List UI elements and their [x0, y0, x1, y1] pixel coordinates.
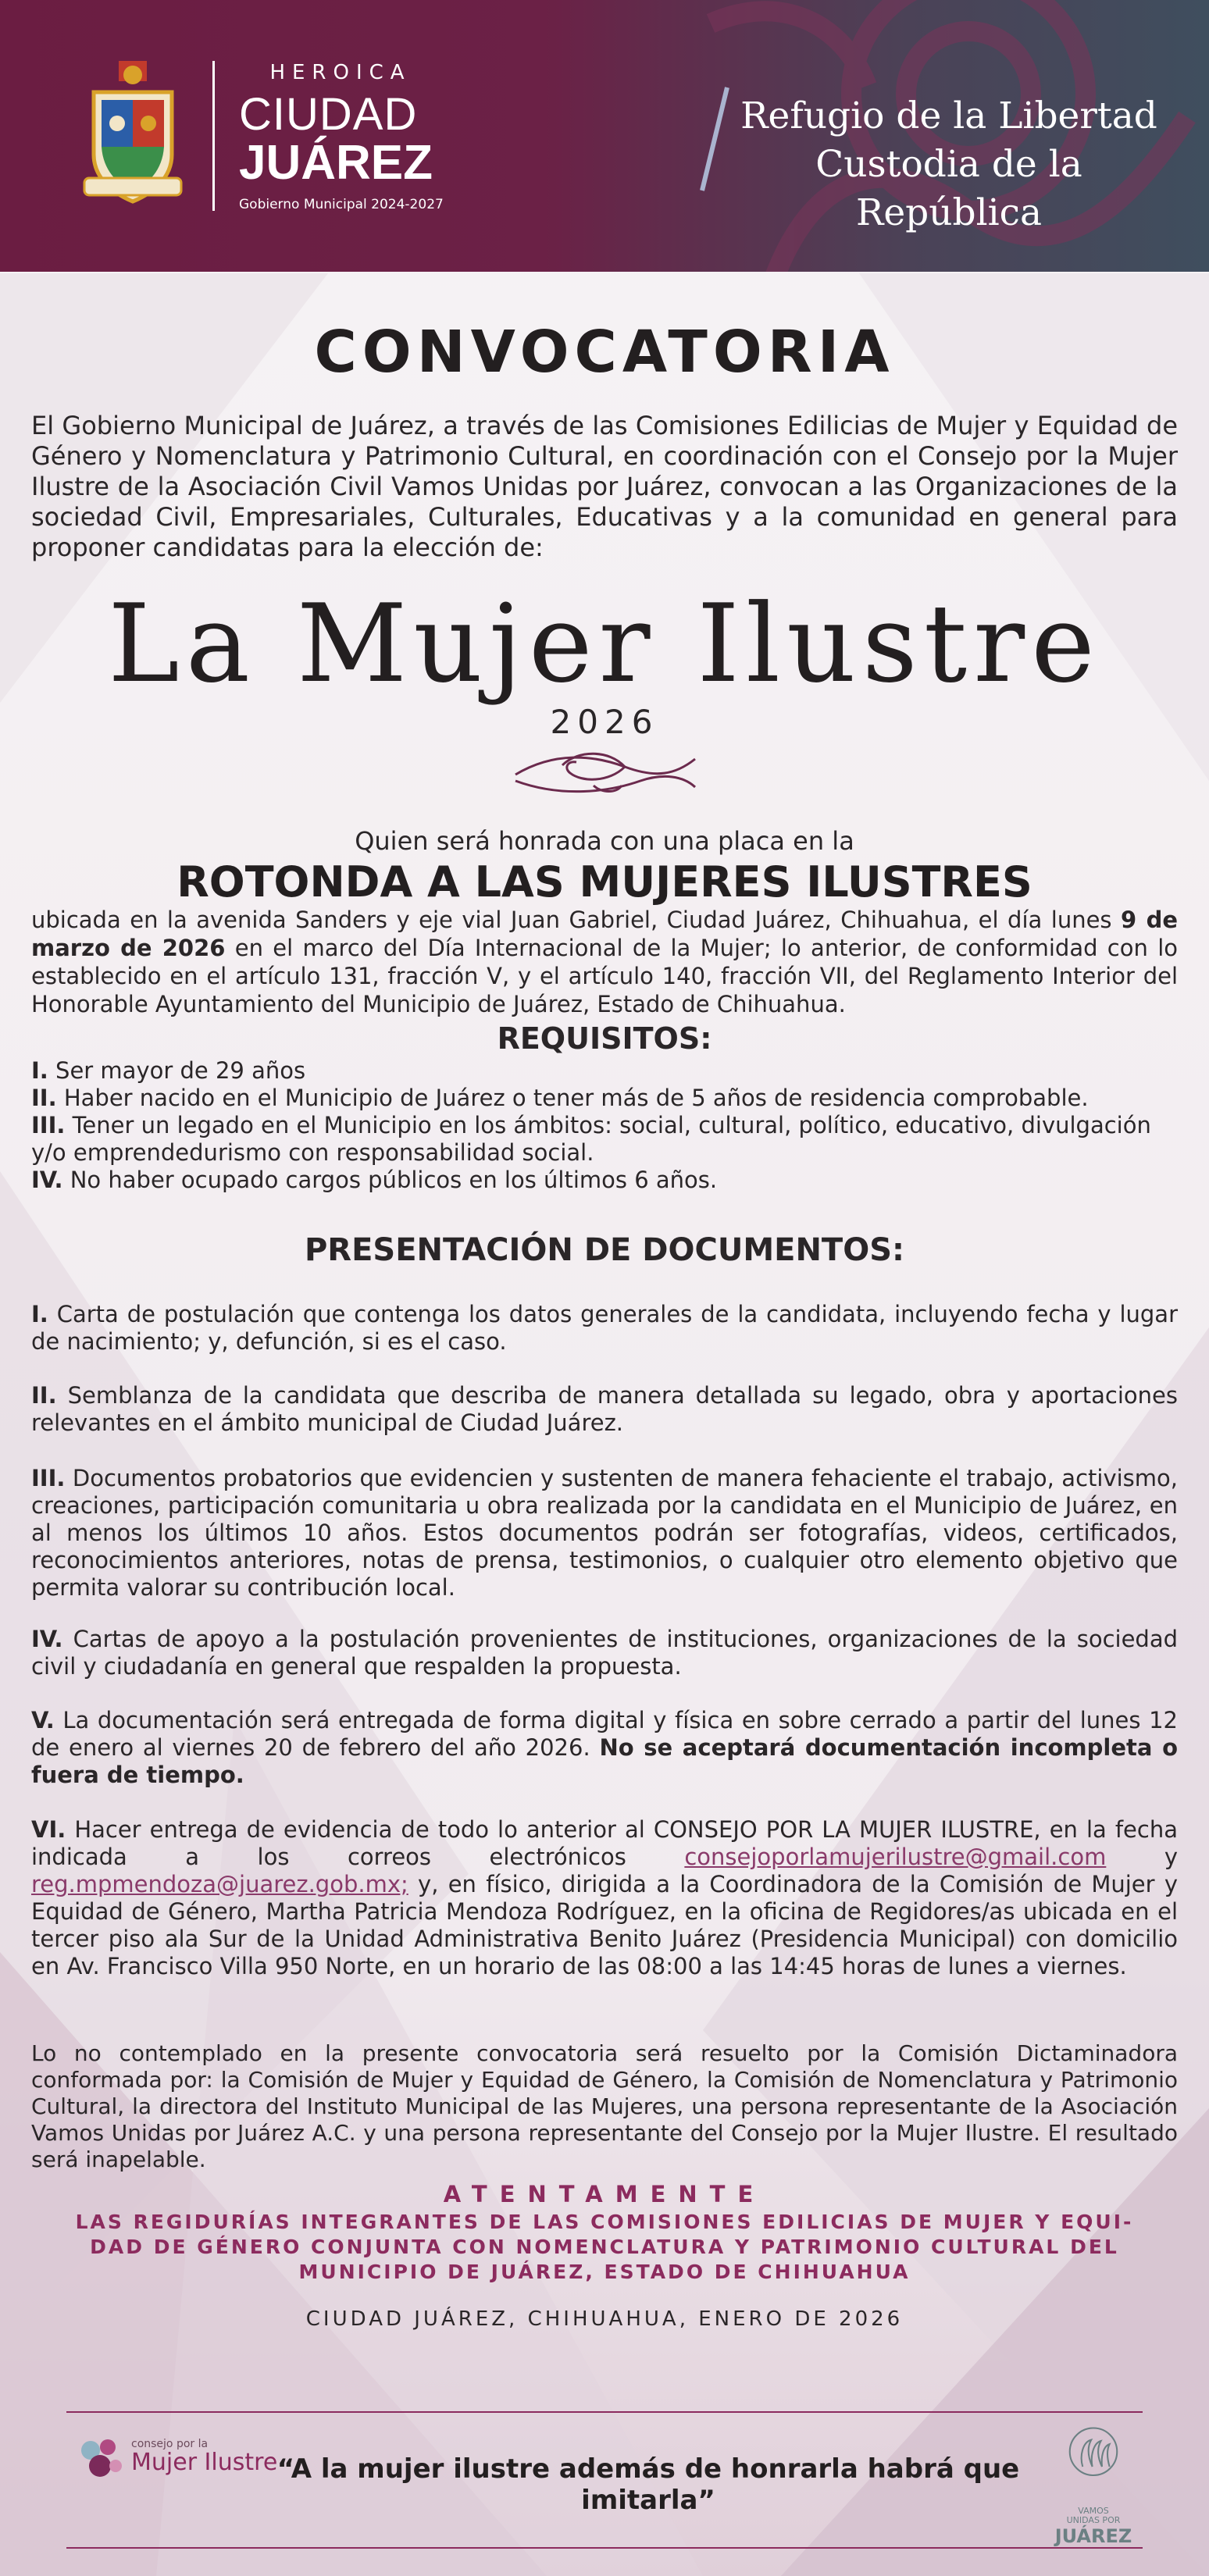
vamos-unidas-logo-text	[1047, 2507, 1140, 2547]
document-text: Cartas de apoyo a la postulación provenientes de instituciones, organizaciones de la sociedad civil y ciudadanía en general que respalden la propuesta.	[31, 1626, 1178, 1680]
brand-heroica: HEROICA	[269, 61, 412, 84]
document-item-vi	[31, 1816, 1178, 1980]
mujer-ilustre-logo-icon	[77, 2435, 127, 2485]
documents-title: PRESENTACIÓN DE DOCUMENTOS:	[304, 1232, 905, 1268]
brand-juarez: JUÁREZ	[239, 136, 433, 190]
signatories-line-2: DAD DE GÉNERO CONJUNTA CON NOMENCLATURA Y PATRIMONIO CULTURAL DEL	[90, 2236, 1119, 2258]
requirement-text: Ser mayor de 29 años	[48, 1057, 306, 1084]
document-text: Semblanza de la candidata que describa de manera detallada su legado, obra y aportaciones relevantes en el ámbito municipal de Ciudad Juárez.	[31, 1382, 1178, 1436]
honor-place: ROTONDA A LAS MUJERES ILUSTRES	[177, 857, 1032, 907]
footer-bottom-rule	[66, 2547, 1143, 2549]
document-number: I.	[31, 1301, 48, 1327]
vamos-big: JUÁREZ	[1054, 2525, 1132, 2547]
document-text: La documentación será entregada de forma digital y física en sobre cerrado a partir del lunes 12 de enero al viernes 20 de febrero del año 2026.	[31, 1707, 1178, 1761]
page-title: CONVOCATORIA	[314, 319, 895, 386]
header-banner	[0, 0, 1209, 272]
requirement-number: III.	[31, 1112, 66, 1138]
place-and-date: CIUDAD JUÁREZ, CHIHUAHUA, ENERO DE 2026	[305, 2307, 904, 2331]
document-text: Documentos probatorios que evidencien y sustenten de manera fehaciente el trabajo, activismo, creaciones, participación comunitaria u obra realizada por la candidata en el Municipio de Juárez, en al menos los últimos 10 años. Estos documentos podrán ser fotografías, videos, certificados, reconocimientos anteriores, notas de prensa, testimonios, o cualquier otro elemento objetivo que permita valorar su contribución local.	[31, 1465, 1178, 1601]
signatories-line-1: LAS REGIDURÍAS INTEGRANTES DE LAS COMISIONES EDILICIAS DE MUJER Y EQUI-	[75, 2211, 1134, 2233]
honor-lead-text: Quien será honrada con una placa en la	[355, 826, 854, 856]
requirement-text: Tener un legado en el Municipio en los ámbitos: social, cultural, político, educativo, divulgación y/o emprendedurismo con responsabilidad social.	[31, 1112, 1151, 1166]
requirement-number: II.	[31, 1085, 57, 1111]
document-number: V.	[31, 1707, 55, 1733]
municipal-brand	[239, 61, 473, 212]
requirement-item	[31, 1167, 1178, 1194]
document-number: VI.	[31, 1816, 66, 1843]
ceremony-date: 9 de marzo de 2026	[31, 907, 1179, 961]
document-text: y, en físico, dirigida a la Coordinadora de la Comisión de Mujer y Equidad de Género, Martha Patricia Mendoza Rodríguez, en la oficina de Regidores/as ubicada en el tercer piso ala Sur de la Unidad Administrativa Benito Juárez (Presidencia Municipal) con domicilio en Av. Francisco Villa 950 Norte, en un horario de las 08:00 a las 14:45 horas de lunes a viernes.	[31, 1871, 1178, 1979]
signatories	[31, 2210, 1178, 2285]
document-item-v	[31, 1707, 1178, 1789]
location-text-1: ubicada en la avenida Sanders y eje vial Juan Gabriel, Ciudad Juárez, Chihuahua, el día lunes	[31, 907, 1122, 933]
vamos-small-2: UNIDAS POR	[1066, 2515, 1121, 2525]
brand-government-period: Gobierno Municipal 2024-2027	[239, 197, 444, 212]
header-motto	[719, 92, 1179, 237]
document-number: II.	[31, 1382, 57, 1409]
document-warning: No se aceptará documentación incompleta o fuera de tiempo.	[31, 1734, 1178, 1788]
document-text: y	[1106, 1844, 1179, 1870]
flourish-ornament-icon	[508, 743, 703, 803]
coat-of-arms-icon	[78, 61, 187, 209]
document-number: IV.	[31, 1626, 63, 1652]
signatories-line-3: MUNICIPIO DE JUÁREZ, ESTADO DE CHIHUAHUA	[298, 2261, 911, 2283]
header-divider	[212, 61, 215, 211]
document-item-ii	[31, 1382, 1178, 1437]
requirements-list	[31, 1057, 1178, 1194]
requirement-number: IV.	[31, 1167, 63, 1193]
document-item-i	[31, 1301, 1178, 1356]
document-item-iv	[31, 1626, 1178, 1680]
mujer-ilustre-logo-small: consejo por la	[131, 2438, 209, 2450]
vamos-small-1: VAMOS	[1078, 2506, 1109, 2516]
document-number: III.	[31, 1465, 66, 1491]
closing-paragraph: Lo no contemplado en la presente convocatoria será resuelto por la Comisión Dictaminadora conformada por: la Comisión de Mujer y Equidad de Género, la Comisión de Nomenclatura y Patrimonio Cultural, la directora del Instituto Municipal de las Mujeres, una persona representante de la Asociación Vamos Unidas por Juárez A.C. y una persona representante del Consejo por la Mujer Ilustre. El resultado será inapelable.	[31, 2040, 1178, 2172]
document-text: Hacer entrega de evidencia de todo lo anterior al CONSEJO POR LA MUJER ILUSTRE, en la fecha indicada a los correos electrónicos	[31, 1816, 1178, 1870]
requirement-text: No haber ocupado cargos públicos en los últimos 6 años.	[62, 1167, 718, 1193]
motto-line-1: Refugio de la Libertad	[740, 94, 1157, 137]
requirement-item	[31, 1112, 1178, 1167]
requirement-number: I.	[31, 1057, 48, 1084]
vamos-unidas-logo-icon	[1047, 2424, 1140, 2510]
award-year: 2026	[550, 703, 659, 741]
motto-line-2: Custodia de la República	[815, 143, 1082, 234]
brand-ciudad: CIUDAD	[239, 89, 418, 140]
email-link-consejo[interactable]: consejoporlamujerilustre@gmail.com	[684, 1844, 1107, 1870]
requirements-title: REQUISITOS:	[497, 1021, 712, 1056]
email-link-regidora[interactable]: reg.mpmendoza@juarez.gob.mx;	[31, 1871, 408, 1897]
requirement-text: Haber nacido en el Municipio de Juárez o tener más de 5 años de residencia comprobable.	[56, 1085, 1089, 1111]
award-title: La Mujer Ilustre	[108, 581, 1101, 707]
footer-top-rule	[66, 2411, 1143, 2413]
requirement-item	[31, 1085, 1178, 1112]
mujer-ilustre-logo-text: Mujer Ilustre	[131, 2449, 278, 2476]
honor-location-paragraph	[31, 906, 1178, 1018]
document-text: Carta de postulación que contenga los datos generales de la candidata, incluyendo fecha y lugar de nacimiento; y, defunción, si es el caso.	[31, 1301, 1178, 1355]
intro-paragraph: El Gobierno Municipal de Juárez, a través de las Comisiones Edilicias de Mujer y Equidad de Género y Nomenclatura y Patrimonio Cultural, en coordinación con el Consejo por la Mujer Ilustre de la Asociación Civil Vamos Unidas por Juárez, convocan a las Organizaciones de la sociedad Civil, Empresariales, Culturales, Educativas y a la comunidad en general para proponer candidatas para la elección de:	[31, 411, 1178, 562]
requirement-item	[31, 1057, 1178, 1085]
atentamente-heading: ATENTAMENTE	[443, 2181, 766, 2207]
location-text-2: en el marco del Día Internacional de la Mujer; lo anterior, de conformidad con lo establecido en el artículo 131, fracción V, y el artículo 140, fracción VII, del Reglamento Interior del Honorable Ayuntamiento del Municipio de Juárez, Estado de Chihuahua.	[31, 935, 1178, 1017]
footer-quote: “A la mujer ilustre además de honrarla habrá que imitarla”	[276, 2453, 1020, 2516]
document-item-iii	[31, 1465, 1178, 1602]
